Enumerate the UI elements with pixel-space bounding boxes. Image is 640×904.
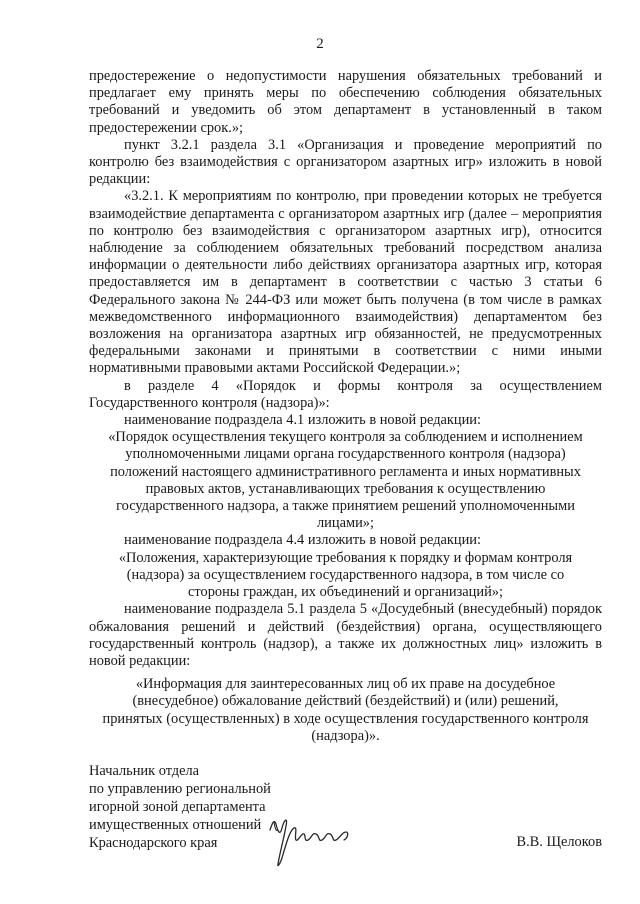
document-body <box>89 68 602 745</box>
signer-name: В.В. Щелоков <box>516 834 602 850</box>
page-number: 2 <box>316 36 324 52</box>
paragraph-subsection-4-1-title: «Порядок осуществления текущего контроля за соблюдением и исполнением уполномоченными лицами органа государственного контроля (надзора) положений настоящего административного регламента и иных нормативных правовых актов, устанавливающих требования к осуществлению государственного надзора, а также принятием решений уполномоченными лицами»; <box>108 429 583 532</box>
signature-block <box>89 762 602 872</box>
paragraph-subsection-4-4-heading: наименование подраздела 4.4 изложить в новой редакции: <box>124 532 482 549</box>
paragraph-item-3-2-1: пункт 3.2.1 раздела 3.1 «Организация и проведение мероприятий по контролю без взаимодействия с организатором азартных игр» изложить в новой редакции: <box>89 136 602 188</box>
handwritten-signature <box>264 802 354 872</box>
signer-position-line: Начальник отдела <box>89 763 200 779</box>
signer-position-line: игорной зоной департамента <box>89 799 266 815</box>
paragraph-3-2-1-text: «3.2.1. К мероприятиям по контролю, при проведении которых не требуется взаимодействие департамента с организатором азартных игр (далее – мероприятия по контролю без взаимодействия с организатором азартных игр), относится наблюдение за соблюдением обязательных требований посредством анализа информации о деятельности либо действиях организатора азартных игр, которая предоставляется им в департамент в соответствии с частью 3 статьи 6 Федерального закона № 244-ФЗ или может быть получена (в том числе в рамках межведомственного информационного взаимодействия) департаментом без возложения на организатора азартных игр обязанностей, не предусмотренных федеральными законами и принятыми в соответствии с ними иными нормативными правовыми актами Российской Федерации.»; <box>89 188 602 377</box>
paragraph-subsection-4-1-heading: наименование подраздела 4.1 изложить в новой редакции: <box>124 412 482 429</box>
paragraph-warning-end: предостережение о недопустимости нарушения обязательных требований и предлагает ему принять меры по обеспечению соблюдения обязательных требований и уведомить об этом департамент в установленный в таком предостережении срок.»; <box>89 68 602 136</box>
paragraph-section-4: в разделе 4 «Порядок и формы контроля за осуществлением Государственного контроля (надзора)»: <box>89 377 602 411</box>
signer-position-line: по управлению региональной <box>89 781 271 797</box>
paragraph-subsection-5-1-heading: наименование подраздела 5.1 раздела 5 «Досудебный (внесудебный) порядок обжалования решений и действий (бездействия) органа, осуществляющего государственный контроль (надзор), а также их должностных лиц» изложить в новой редакции: <box>89 601 602 669</box>
signer-position-line: Краснодарского края <box>89 835 218 851</box>
paragraph-subsection-4-4-title: «Положения, характеризующие требования к порядку и формам контроля (надзора) за осуществлением государственного надзора, в том числе со стороны граждан, их объединений и организаций»; <box>118 549 573 601</box>
signer-position-line: имущественных отношений <box>89 817 262 833</box>
paragraph-subsection-5-1-title: «Информация для заинтересованных лиц об их праве на досудебное (внесудебное) обжалование действий (бездействий) и (или) решений, принятых (осуществленных) в ходе осуществления государственного контроля (надзора)». <box>102 676 589 744</box>
